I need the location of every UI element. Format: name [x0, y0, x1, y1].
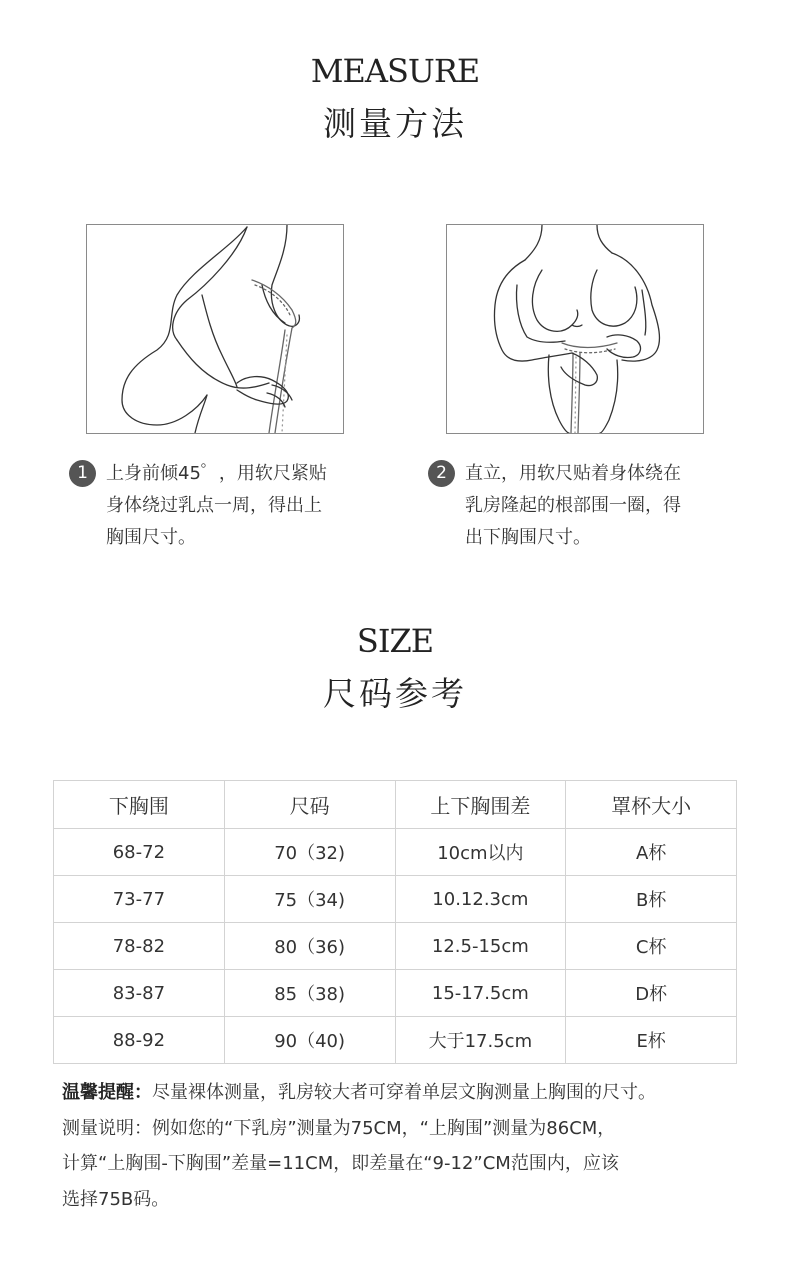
size-title-cn: 尺码参考 — [323, 674, 467, 713]
illustration-lean-forward — [86, 224, 344, 434]
note-line: 测量说明：例如您的“下乳房”测量为75CM，“上胸围”测量为86CM， — [62, 1117, 616, 1139]
size-title-en: SIZE — [356, 622, 434, 660]
size-notes — [62, 1075, 742, 1217]
measure-title-cn: 测量方法 — [323, 104, 467, 143]
table-cell: 12.5-15cm — [395, 923, 566, 970]
step-text-line: 身体绕过乳点一周，得出上 — [106, 495, 322, 516]
table-cell: B杯 — [566, 876, 737, 923]
table-cell: C杯 — [566, 923, 737, 970]
step-number-badge: 1 — [69, 460, 96, 487]
table-cell: 10cm以内 — [395, 829, 566, 876]
table-cell: 83-87 — [54, 970, 225, 1017]
header-cup-size: 罩杯大小 — [566, 781, 737, 829]
illustration-stand-upright — [446, 224, 704, 434]
table-cell: 73-77 — [54, 876, 225, 923]
step-text-line: 直立，用软尺贴着身体绕在 — [465, 463, 681, 484]
table-cell: 90（40) — [224, 1017, 395, 1064]
header-bust-difference: 上下胸围差 — [395, 781, 566, 829]
step-number-badge: 2 — [428, 460, 455, 487]
tip-label: 温馨提醒： — [62, 1082, 152, 1103]
step-text-line: 上身前倾45゜，用软尺紧贴 — [106, 463, 327, 484]
table-cell: 85（38) — [224, 970, 395, 1017]
header-size: 尺码 — [224, 781, 395, 829]
measure-step-1 — [69, 458, 369, 558]
measure-title-en: MEASURE — [310, 52, 480, 90]
table-cell: 68-72 — [54, 829, 225, 876]
table-cell: 75（34) — [224, 876, 395, 923]
table-cell: E杯 — [566, 1017, 737, 1064]
tip-line — [62, 1075, 742, 1111]
table-row — [54, 923, 737, 970]
table-cell: D杯 — [566, 970, 737, 1017]
table-cell: 88-92 — [54, 1017, 225, 1064]
note-line: 计算“上胸围-下胸围”差量=11CM，即差量在“9-12”CM范围内，应该 — [62, 1153, 619, 1174]
step-text-line: 胸围尺寸。 — [106, 527, 196, 548]
measure-step-2 — [428, 458, 738, 558]
table-cell: 大于17.5cm — [395, 1017, 566, 1064]
table-header-row — [54, 781, 737, 829]
note-line: 选择75B码。 — [62, 1188, 170, 1210]
tip-text: 尽量裸体测量，乳房较大者可穿着单层文胸测量上胸围的尺寸。 — [152, 1082, 656, 1103]
step-text-line: 出下胸围尺寸。 — [465, 527, 591, 548]
table-row — [54, 829, 737, 876]
table-cell: 15-17.5cm — [395, 970, 566, 1017]
table-cell: A杯 — [566, 829, 737, 876]
table-cell: 78-82 — [54, 923, 225, 970]
size-chart-table — [53, 780, 737, 1064]
table-row — [54, 876, 737, 923]
table-cell: 10.12.3cm — [395, 876, 566, 923]
table-row — [54, 970, 737, 1017]
table-cell: 80（36) — [224, 923, 395, 970]
table-cell: 70（32) — [224, 829, 395, 876]
step-text-line: 乳房隆起的根部围一圈，得 — [465, 495, 681, 516]
header-under-bust: 下胸围 — [54, 781, 225, 829]
table-row — [54, 1017, 737, 1064]
